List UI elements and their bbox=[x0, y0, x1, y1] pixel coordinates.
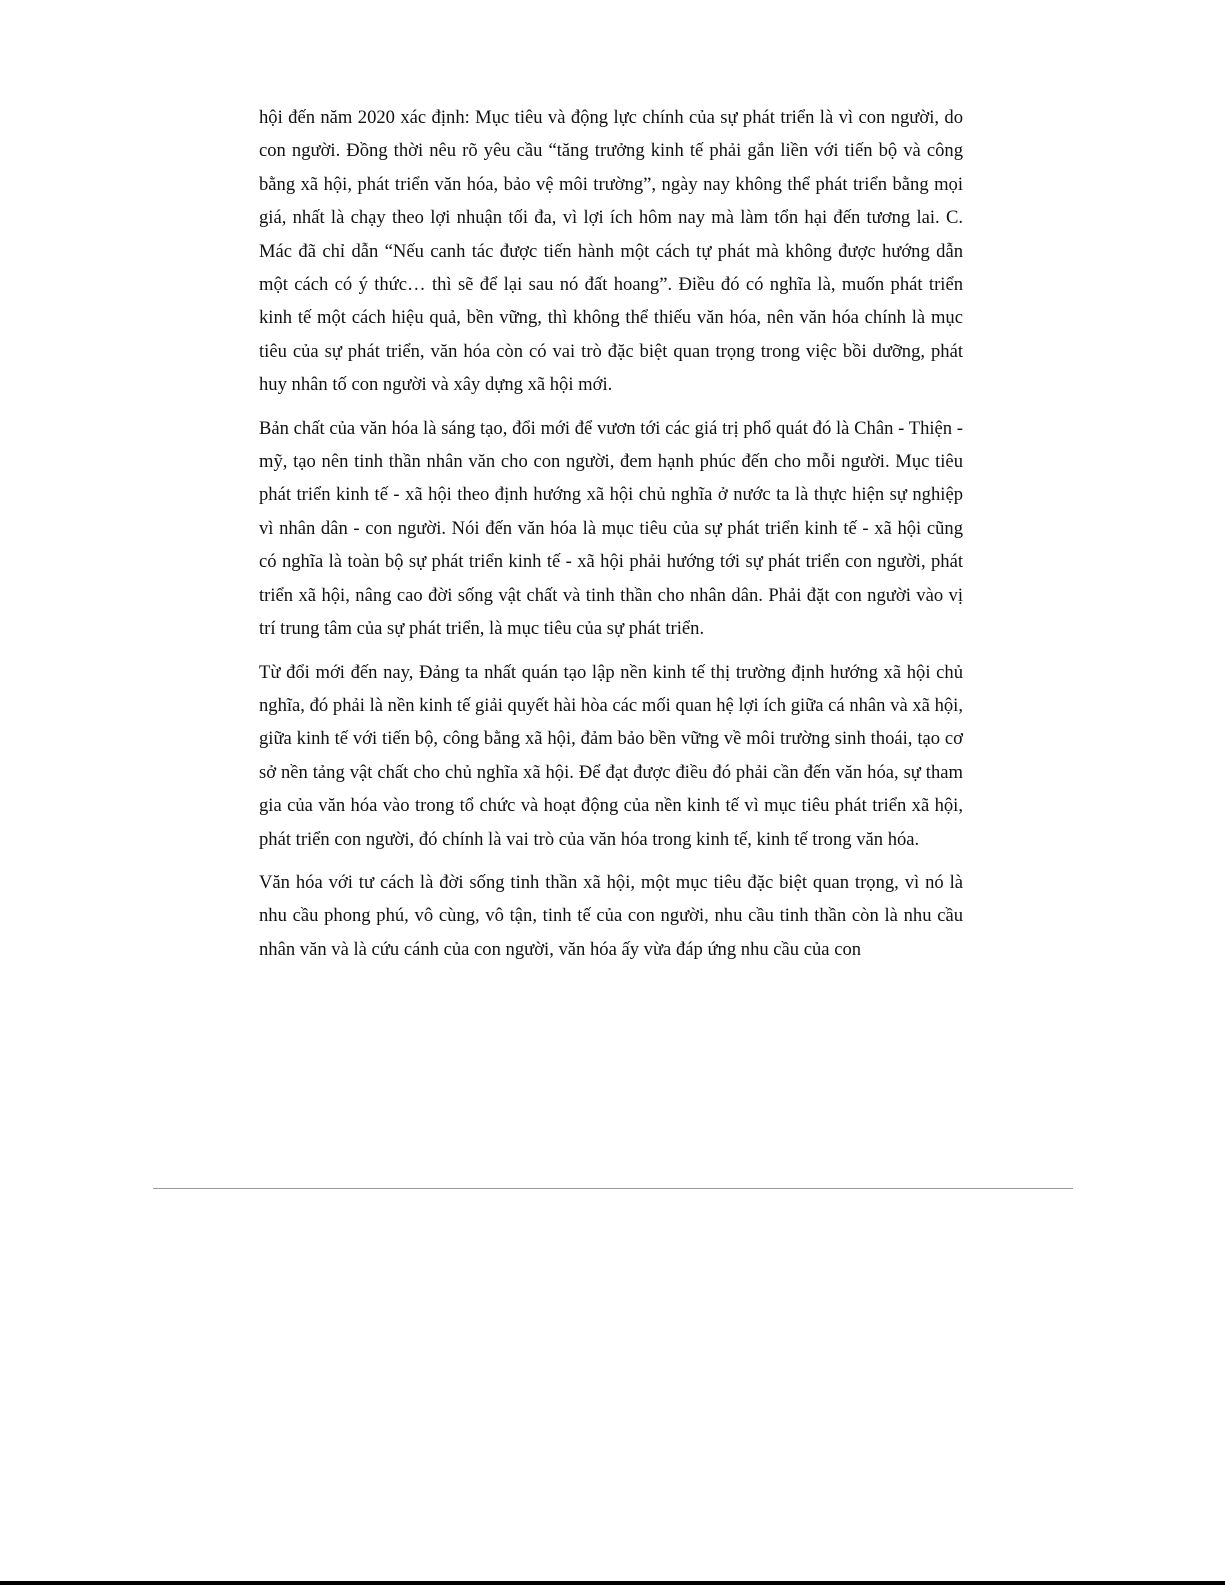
paragraph-3: Từ đổi mới đến nay, Đảng ta nhất quán tạo lập nền kinh tế thị trường định hướng xã hội chủ nghĩa, đó phải là nền kinh tế giải quyết hài hòa các mối quan hệ lợi ích giữa cá nhân và xã hội, giữa kinh tế với tiến bộ, công bằng xã hội, đảm bảo bền vững về môi trường sinh thoái, tạo cơ sở nền tảng vật chất cho chủ nghĩa xã hội. Để đạt được điều đó phải cần đến văn hóa, sự tham gia của văn hóa vào trong tổ chức và hoạt động của nền kinh tế vì mục tiêu phát triển xã hội, phát triển con người, đó chính là vai trò của văn hóa trong kinh tế, kinh tế trong văn hóa. bbox=[259, 661, 963, 850]
paragraph-1: hội đến năm 2020 xác định: Mục tiêu và động lực chính của sự phát triển là vì con người, do con người. Đồng thời nêu rõ yêu cầu “tăng trưởng kinh tế phải gắn liền với tiến bộ và công bằng xã hội, phát triển văn hóa, bảo vệ môi trường”, ngày nay không thể phát triển bằng mọi giá, nhất là chạy theo lợi nhuận tối đa, vì lợi ích hôm nay mà làm tổn hại đến tương lai. C. Mác đã chỉ dẫn “Nếu canh tác được tiến hành một cách tự phát mà không được hướng dẫn một cách có ý thức… thì sẽ để lại sau nó đất hoang”. Điều đó có nghĩa là, muốn phát triển kinh tế một cách hiệu quả, bền vững, thì không thể thiếu văn hóa, nên văn hóa chính là mục tiêu của sự phát triển, văn hóa còn có vai trò đặc biệt quan trọng trong việc bồi dưỡng, phát huy nhân tố con người và xây dựng xã hội mới. bbox=[259, 107, 963, 396]
body-text bbox=[259, 101, 963, 976]
page-bottom-edge bbox=[0, 1581, 1225, 1585]
page-footer-divider bbox=[153, 1188, 1073, 1189]
paragraph-4: Văn hóa với tư cách là đời sống tinh thần xã hội, một mục tiêu đặc biệt quan trọng, vì nó là nhu cầu phong phú, vô cùng, vô tận, tinh tế của con người, nhu cầu tinh thần còn là nhu cầu nhân văn và là cứu cánh của con người, văn hóa ấy vừa đáp ứng nhu cầu của con bbox=[259, 871, 963, 960]
paragraph-2: Bản chất của văn hóa là sáng tạo, đổi mới để vươn tới các giá trị phổ quát đó là Chân - Thiện - mỹ, tạo nên tinh thần nhân văn cho con người, đem hạnh phúc đến cho mỗi người. Mục tiêu phát triển kinh tế - xã hội theo định hướng xã hội chủ nghĩa ở nước ta là thực hiện sự nghiệp vì nhân dân - con người. Nói đến văn hóa là mục tiêu của sự phát triển kinh tế - xã hội cũng có nghĩa là toàn bộ sự phát triển kinh tế - xã hội phải hướng tới sự phát triển con người, phát triển xã hội, nâng cao đời sống vật chất và tinh thần cho nhân dân. Phải đặt con người vào vị trí trung tâm của sự phát triển, là mục tiêu của sự phát triển. bbox=[259, 417, 963, 640]
